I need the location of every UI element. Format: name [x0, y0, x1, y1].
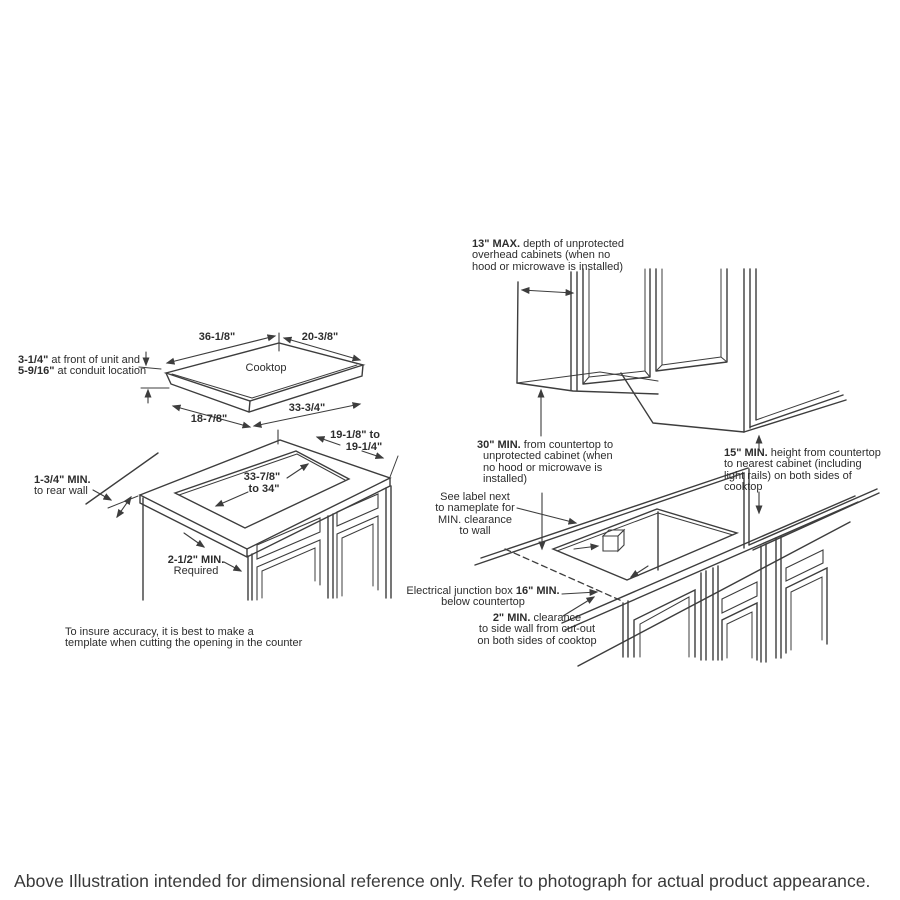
rear-wall-clearance-note: 1-3/4" MIN. to rear wall	[34, 474, 91, 498]
cooktop-thickness-note: 3-1/4" at front of unit and 5-9/16" at conduit location	[18, 354, 147, 378]
dim-front-right: 33-3/4"	[288, 402, 326, 414]
template-accuracy-note: To insure accuracy, it is best to make a template when cutting the opening in the counter	[65, 626, 303, 650]
junction-box-note: Electrical junction box 16" MIN. below countertop	[406, 585, 560, 609]
side-wall-clearance-note: 2" MIN. clearance to side wall from cut-out on both sides of cooktop	[477, 612, 597, 647]
front-clearance-note: 2-1/2" MIN. Required	[167, 554, 225, 578]
footer-caption: Above Illustration intended for dimensional reference only. Refer to photograph for actual product appearance.	[14, 871, 871, 891]
countertop-clearance-note: 30" MIN. from countertop to unprotected cabinet (when no hood or microwave is installed)	[477, 439, 614, 486]
dim-right-edge: 20-3/8"	[301, 331, 339, 343]
cooktop-isometric-drawing	[139, 333, 363, 427]
dim-island-depth-line2: 19-1/4"	[345, 441, 383, 453]
see-label-note: See label next to nameplate for MIN. clearance to wall	[435, 491, 515, 538]
thickness-value-conduit: 5-9/16"	[18, 365, 55, 378]
dim-back-edge: 36-1/8"	[198, 331, 236, 343]
dim-front-left: 18-7/8"	[190, 413, 228, 425]
cutout-width-line1: 33-7/8"	[243, 471, 281, 483]
island-cutout-drawing	[86, 430, 398, 600]
overhead-depth-note: 13" MAX. depth of unprotected overhead cabinets (when no hood or microwave is installed)	[472, 238, 624, 273]
cooktop-surface-label: Cooktop	[245, 362, 287, 374]
dim-island-depth-line1: 19-1/8" to	[330, 429, 380, 441]
side-cabinet-height-note: 15" MIN. height from countertop to nearest cabinet (including light rails) on both sides of cooktop	[724, 447, 881, 494]
overhead-cabinets-drawing	[517, 269, 846, 436]
cutout-width-line2: to 34"	[248, 483, 280, 495]
thickness-value-front: 3-1/4"	[18, 354, 49, 366]
